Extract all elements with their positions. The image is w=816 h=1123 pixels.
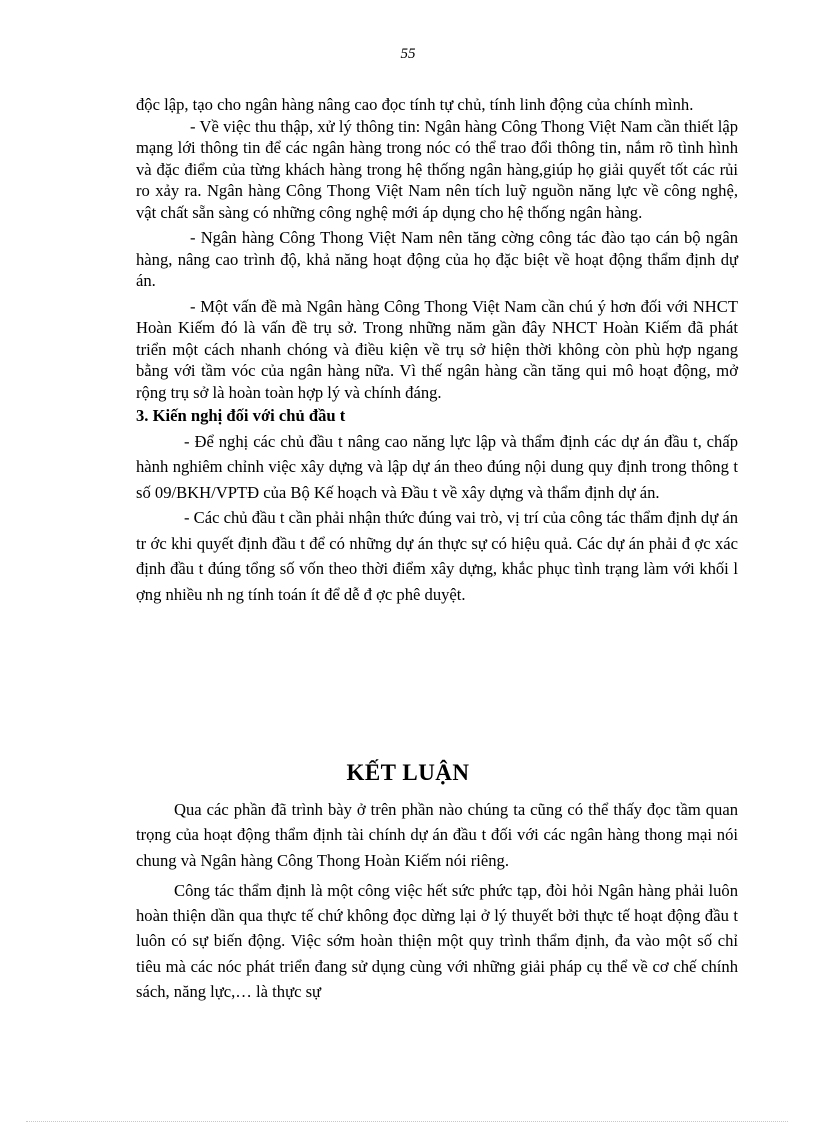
paragraph: - Ngân hàng Công Thong Việt Nam nên tăng cờng công tác đào tạo cán bộ ngân hàng, nâng cao trình độ, khả năng hoạt động của họ đặc biệt về hoạt động thẩm định dự án. (136, 228, 738, 290)
section-heading: 3. Kiến nghị đối với chủ đầu t (136, 406, 346, 425)
paragraph: - Các chủ đầu t cần phải nhận thức đúng vai trò, vị trí của công tác thẩm định dự án tr ớc khi quyết định đầu t để có những dự án thực sự có hiệu quả. Các dự án phải đ ợc xác định đầu t đúng tổng số vốn theo thời điểm xây dựng, khắc phục tình trạng làm với khối l ợng nhiều nh ng tính toán ít để dễ đ ợc phê duyệt. (136, 508, 738, 604)
page-number: 55 (400, 46, 416, 62)
paragraph: Qua các phần đã trình bày ở trên phần nào chúng ta cũng có thể thấy đọc tầm quan trọng của hoạt động thẩm định tài chính dự án đầu t đối với các ngân hàng thong mại nói chung và Ngân hàng Công Thong Hoàn Kiếm nói riêng. (136, 800, 738, 870)
conclusion-heading: KẾT LUẬN (346, 760, 470, 785)
paragraph: Công tác thẩm định là một công việc hết sức phức tạp, đòi hỏi Ngân hàng phải luôn hoàn thiện dần qua thực tế chứ không đọc dừng lại ở lý thuyết bởi thực tế hoạt động đầu t luôn có sự biến động. Việc sớm hoàn thiện một quy trình thẩm định, đa vào một số chỉ tiêu mà các nóc phát triển đang sử dụng cùng với những giải pháp cụ thể về cơ chế chính sách, năng lực,… là thực sự (136, 880, 738, 1002)
conclusion-body (136, 797, 738, 1004)
paragraph: - Về việc thu thập, xử lý thông tin: Ngân hàng Công Thong Việt Nam cần thiết lập mạng lới thông tin để các ngân hàng trong nóc có thể trao đổi thông tin, nắm rõ tình hình và đặc điểm của từng khách hàng trong hệ thống ngân hàng,giúp họ giải quyết tốt các rủi ro xảy ra. Ngân hàng Công Thong Việt Nam nên tích luỹ nguồn năng lực về công nghệ, vật chất sẵn sàng có những công nghệ mới áp dụng cho hệ thống ngân hàng. (136, 116, 738, 222)
paragraph: - Để nghị các chủ đầu t nâng cao năng lực lập và thẩm định các dự án đầu t, chấp hành nghiêm chỉnh việc xây dựng và lập dự án theo đúng nội dung quy định trong thông t số 09/BKH/VPTĐ của Bộ Kế hoạch và Đầu t về xây dựng và thẩm định dự án. (136, 431, 738, 502)
paragraph: - Một vấn đề mà Ngân hàng Công Thong Việt Nam cần chú ý hơn đối với NHCT Hoàn Kiếm đó là vấn đề trụ sở. Trong những năm gần đây NHCT Hoàn Kiếm đã phát triển một cách nhanh chóng và điều kiện về trụ sở hiện thời không còn phù hợp ngang bằng với tầm vóc của ngân hàng nữa. Vì thế ngân hàng cần tăng qui mô hoạt động, mở rộng trụ sở là hoàn toàn hợp lý và chính đáng. (136, 296, 738, 402)
footer-divider (26, 1121, 788, 1122)
recommendations-body (136, 94, 738, 607)
paragraph: độc lập, tạo cho ngân hàng nâng cao đọc tính tự chủ, tính linh động của chính mình. (136, 95, 694, 114)
